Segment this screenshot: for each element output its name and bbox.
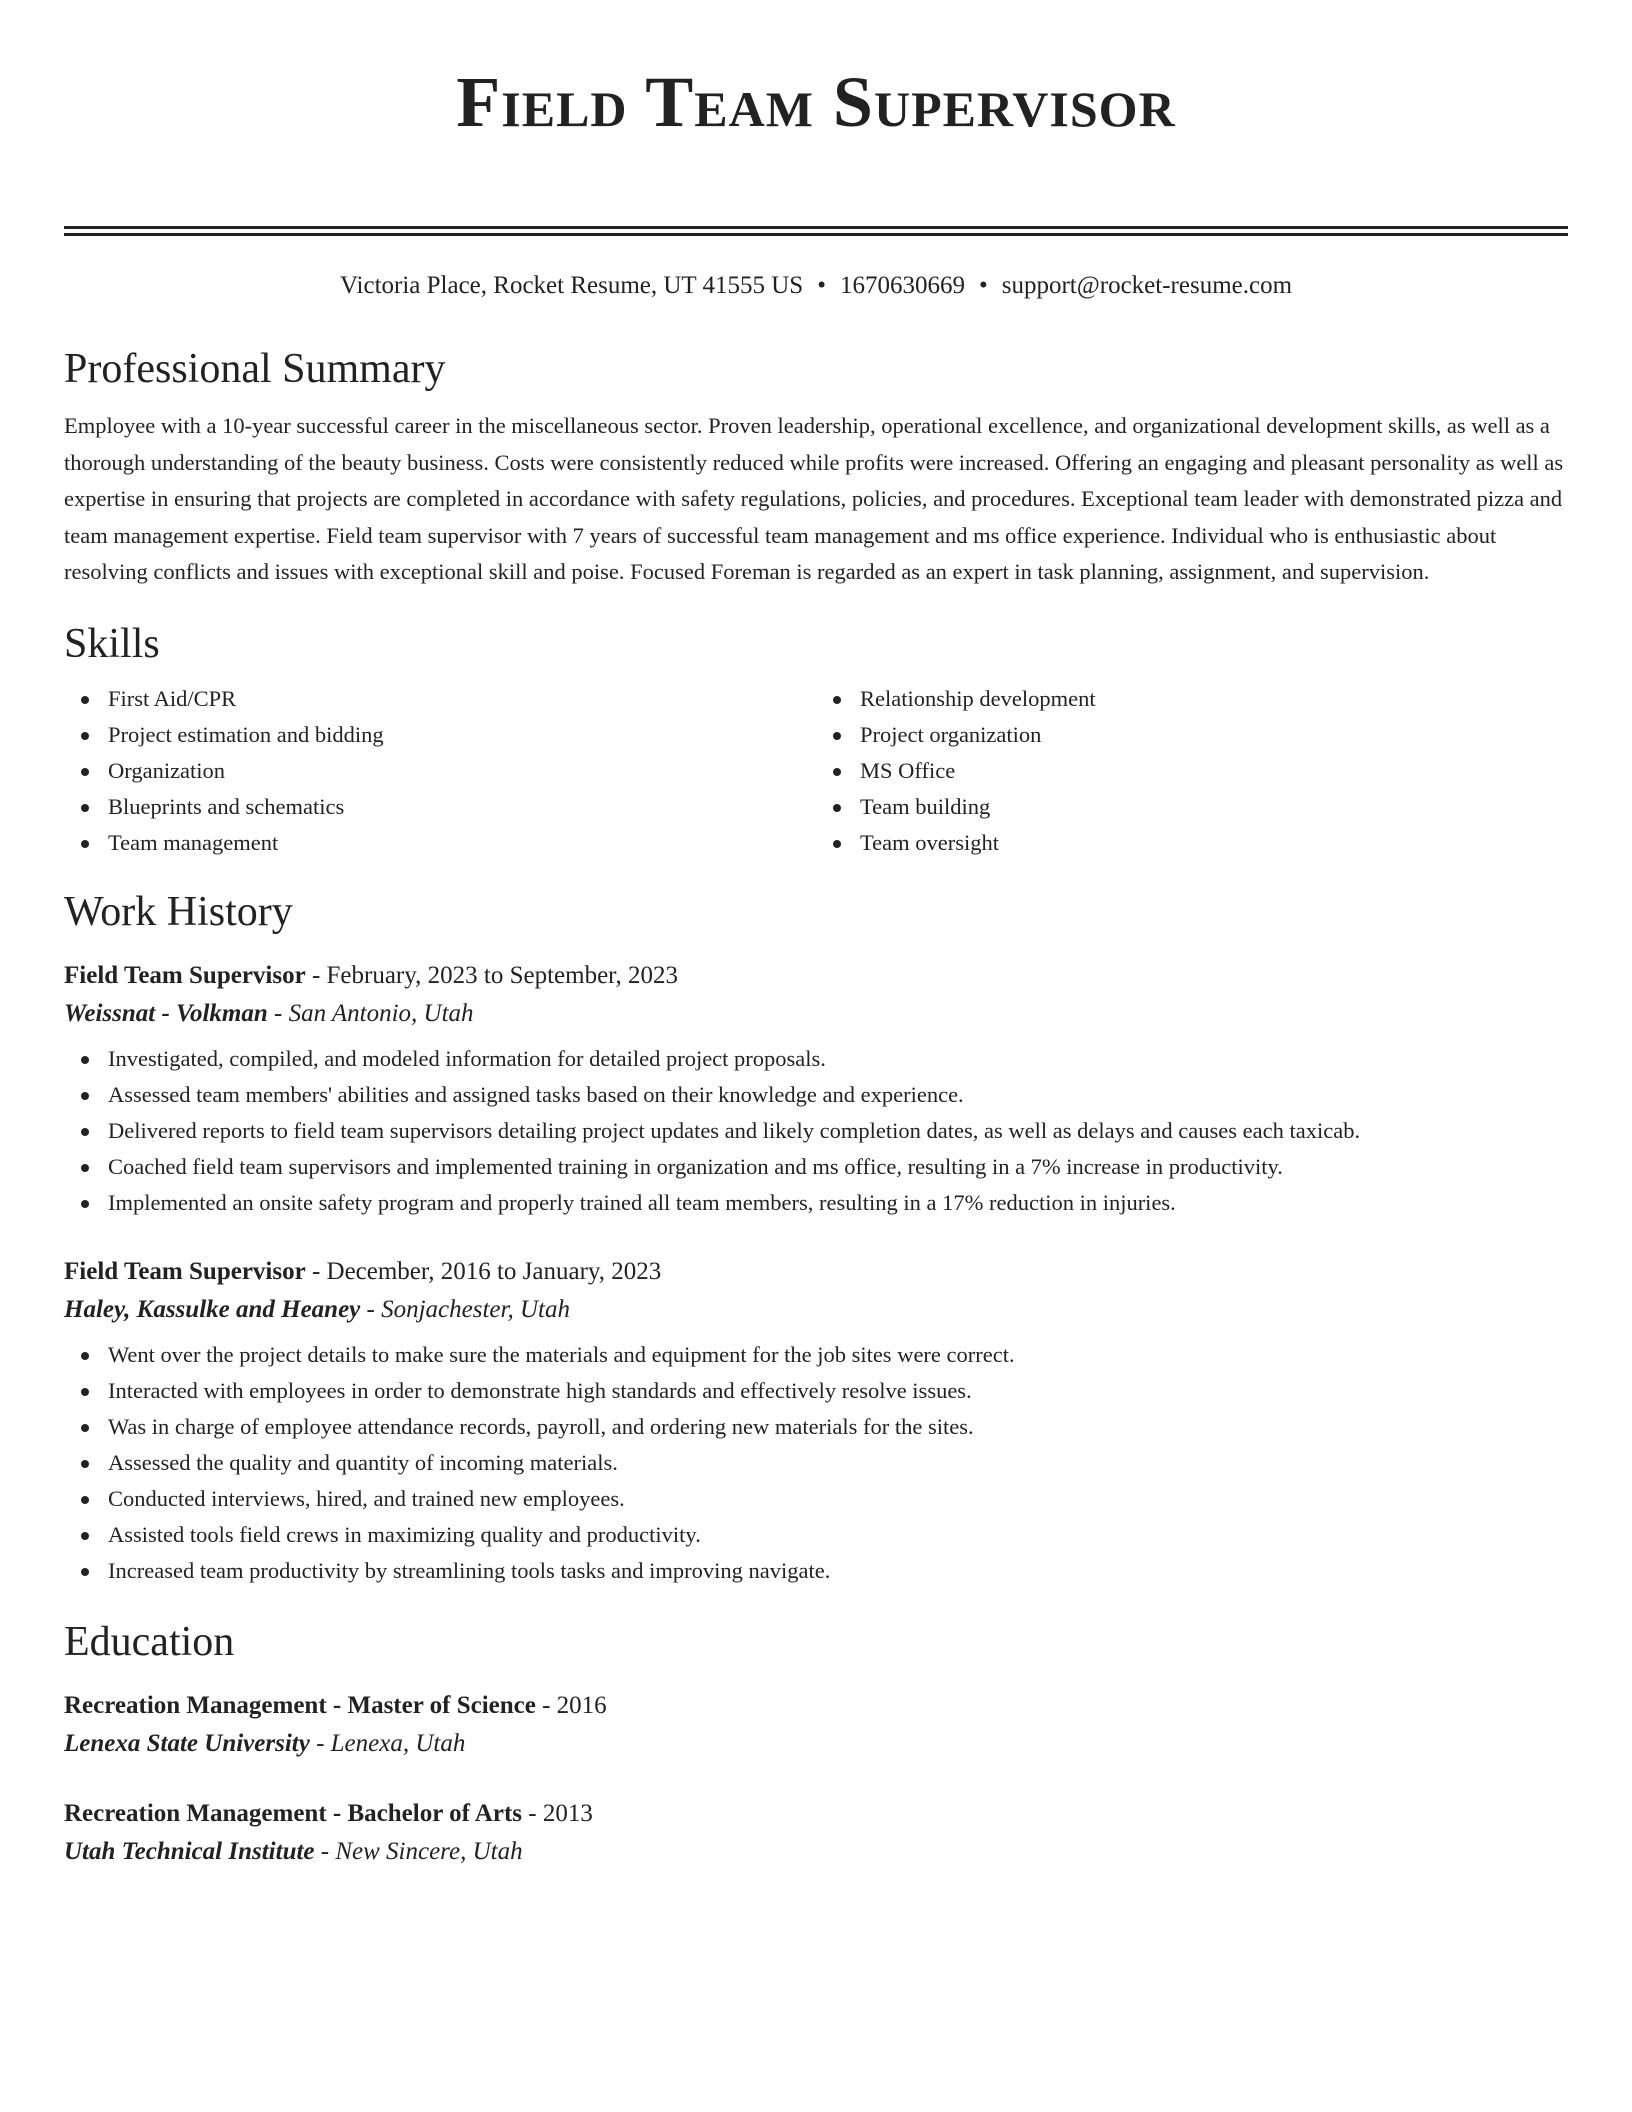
education-degree-line xyxy=(64,1687,1568,1725)
education-year: - 2016 xyxy=(535,1691,607,1719)
education-location: - New Sincere, Utah xyxy=(314,1837,523,1865)
job-bullet: Coached field team supervisors and implemented training in organization and ms office, resulting in a 7% increase in productivity. xyxy=(108,1149,1568,1185)
section-heading-work-history: Work History xyxy=(64,888,293,935)
skill-item: First Aid/CPR xyxy=(108,681,816,717)
job-company-line xyxy=(64,995,1568,1033)
skills-columns xyxy=(64,681,1568,861)
skill-item: Project organization xyxy=(860,717,1568,753)
education-location: - Lenexa, Utah xyxy=(309,1729,466,1757)
contact-email: support@rocket-resume.com xyxy=(1001,272,1293,299)
summary-paragraph: Employee with a 10-year successful career in the miscellaneous sector. Proven leadership, operational excellence, and organizational development skills, as well as a thorough understanding of the beauty business. Costs were consistently reduced while profits were increased. Offering an engaging and pleasant personality as well as expertise in ensuring that projects are completed in accordance with safety regulations, policies, and procedures. Exceptional team leader with demonstrated pizza and team management expertise. Field team supervisor with 7 years of successful team management and ms office experience. Individual who is enthusiastic about resolving conflicts and issues with exceptional skill and poise. Focused Foreman is regarded as an expert in task planning, assignment, and supervision. xyxy=(64,413,1564,584)
skill-item: Team management xyxy=(108,825,816,861)
education-section xyxy=(64,1617,1568,1871)
job-location: - Sonjachester, Utah xyxy=(360,1295,570,1323)
skills-section xyxy=(64,619,1568,861)
job-bullet: Interacted with employees in order to demonstrate high standards and effectively resolve issues. xyxy=(108,1373,1568,1409)
job-bullet: Implemented an onsite safety program and properly trained all team members, resulting in a 17% reduction in injuries. xyxy=(108,1185,1568,1221)
education-degree-line xyxy=(64,1795,1568,1833)
section-heading-summary: Professional Summary xyxy=(64,346,446,392)
job-bullet: Assessed the quality and quantity of incoming materials. xyxy=(108,1445,1568,1481)
education-school: Lenexa State University xyxy=(64,1729,310,1757)
job-location: - San Antonio, Utah xyxy=(267,999,474,1027)
work-history-section xyxy=(64,887,1568,1589)
job-title: Field Team Supervisor xyxy=(64,961,306,989)
education-degree: Recreation Management - Bachelor of Arts xyxy=(64,1799,522,1827)
skill-item: Organization xyxy=(108,753,816,789)
education-year: - 2013 xyxy=(522,1799,593,1827)
job-dates: - February, 2023 to September, 2023 xyxy=(305,961,678,989)
job-bullet: Investigated, compiled, and modeled information for detailed project proposals. xyxy=(108,1041,1568,1077)
education-school: Utah Technical Institute xyxy=(64,1837,315,1865)
job-bullet: Was in charge of employee attendance records, payroll, and ordering new materials for the sites. xyxy=(108,1409,1568,1445)
education-school-line xyxy=(64,1725,1568,1763)
skill-item: Blueprints and schematics xyxy=(108,789,816,825)
job-entry xyxy=(64,957,1568,1221)
skill-item: Team building xyxy=(860,789,1568,825)
section-heading-education: Education xyxy=(64,1618,235,1665)
job-company: Weissnat - Volkman xyxy=(64,999,268,1027)
contact-separator: • xyxy=(817,272,826,299)
job-bullet: Conducted interviews, hired, and trained new employees. xyxy=(108,1481,1568,1517)
education-school-line xyxy=(64,1833,1568,1871)
job-title-line xyxy=(64,957,1568,995)
skills-list-left xyxy=(64,681,816,861)
job-bullet: Assessed team members' abilities and assigned tasks based on their knowledge and experience. xyxy=(108,1077,1568,1113)
resume-name-heading: Field Team Supervisor xyxy=(456,62,1176,142)
education-degree: Recreation Management - Master of Science xyxy=(64,1691,536,1719)
contact-line xyxy=(64,270,1568,302)
contact-address: Victoria Place, Rocket Resume, UT 41555 US xyxy=(339,272,804,299)
education-entry xyxy=(64,1687,1568,1763)
contact-separator: • xyxy=(978,272,988,299)
header-double-rule xyxy=(64,226,1568,236)
job-bullet: Delivered reports to field team supervisors detailing project updates and likely completion dates, as well as delays and causes each taxicab. xyxy=(108,1113,1568,1149)
job-company-line xyxy=(64,1291,1568,1329)
job-bullet-list xyxy=(64,1041,1568,1221)
education-entry xyxy=(64,1795,1568,1871)
job-dates: - December, 2016 to January, 2023 xyxy=(305,1257,662,1285)
job-title-line xyxy=(64,1253,1568,1291)
job-bullet: Increased team productivity by streamlining tools tasks and improving navigate. xyxy=(108,1553,1568,1589)
professional-summary-section xyxy=(64,344,1568,591)
skills-list-right xyxy=(816,681,1568,861)
skill-item: MS Office xyxy=(860,753,1568,789)
job-title: Field Team Supervisor xyxy=(64,1257,306,1285)
skill-item: Relationship development xyxy=(860,681,1568,717)
job-bullet: Went over the project details to make sure the materials and equipment for the job sites were correct. xyxy=(108,1337,1568,1373)
contact-phone: 1670630669 xyxy=(839,272,965,299)
skill-item: Project estimation and bidding xyxy=(108,717,816,753)
job-bullet-list xyxy=(64,1337,1568,1589)
skill-item: Team oversight xyxy=(860,825,1568,861)
section-heading-skills: Skills xyxy=(64,620,160,667)
job-company: Haley, Kassulke and Heaney xyxy=(64,1295,361,1323)
job-bullet: Assisted tools field crews in maximizing quality and productivity. xyxy=(108,1517,1568,1553)
job-entry xyxy=(64,1253,1568,1589)
